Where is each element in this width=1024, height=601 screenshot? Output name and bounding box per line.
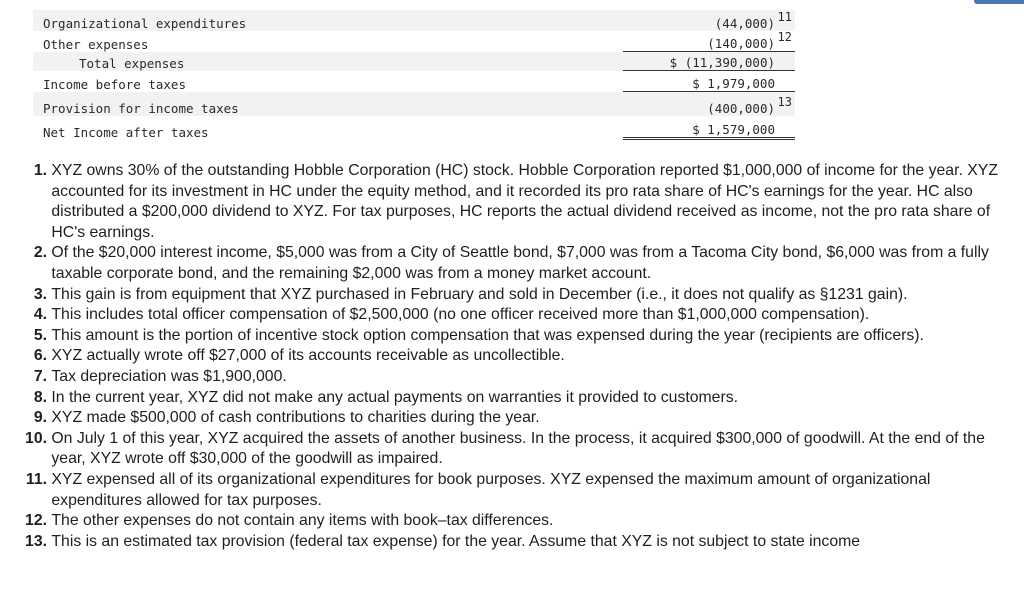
footnotes-list bbox=[18, 161, 1008, 552]
statement-row-label: Organizational expenditures bbox=[43, 16, 247, 31]
statement-row bbox=[33, 92, 795, 116]
footnote-text: This is an estimated tax provision (federal tax expense) for the year. Assume that XYZ is not subject to state income bbox=[51, 532, 861, 550]
statement-row-label: Total expenses bbox=[79, 56, 185, 71]
statement-row-amount bbox=[623, 76, 795, 92]
footnote-item bbox=[18, 388, 1008, 409]
amount-value: $ 1,979,000 bbox=[692, 76, 775, 91]
footnote-text: XYZ made $500,000 of cash contributions to charities during the year. bbox=[51, 409, 540, 427]
footnote-item bbox=[18, 326, 1008, 347]
footnote-number: 3. bbox=[33, 285, 47, 303]
footnote-item bbox=[18, 346, 1008, 367]
footnote-number: 10. bbox=[25, 429, 47, 447]
footnote-number: 9. bbox=[33, 409, 47, 427]
footnote-text: The other expenses do not contain any items with book–tax differences. bbox=[51, 512, 554, 530]
statement-row bbox=[33, 10, 795, 31]
footnote-text: This includes total officer compensation of $2,500,000 (no one officer received more than $1,000,000 compensation). bbox=[51, 306, 870, 324]
footnote-item bbox=[18, 470, 1008, 511]
footnote-item bbox=[18, 243, 1008, 284]
statement-row-amount bbox=[623, 10, 795, 31]
footnote-marker: 11 bbox=[777, 10, 792, 24]
footnote-number: 5. bbox=[33, 326, 47, 344]
footnote-number: 8. bbox=[33, 388, 47, 406]
statement-row-label: Net Income after taxes bbox=[43, 125, 209, 140]
statement-row-label: Income before taxes bbox=[43, 77, 186, 92]
footnote-marker: 12 bbox=[777, 30, 792, 44]
footnote-text: This gain is from equipment that XYZ purchased in February and sold in December (i.e., it does not qualify as §1231 gain). bbox=[51, 285, 908, 303]
amount-value: (400,000) bbox=[707, 101, 775, 116]
footnote-text: This amount is the portion of incentive stock option compensation that was expensed during the year (recipients are officers). bbox=[51, 326, 924, 344]
footnote-number: 4. bbox=[33, 306, 47, 324]
amount-value: $ 1,579,000 bbox=[692, 122, 775, 137]
footnote-text: XYZ actually wrote off $27,000 of its accounts receivable as uncollectible. bbox=[51, 347, 565, 365]
footnote-number: 13. bbox=[25, 532, 47, 550]
amount-value: $ (11,390,000) bbox=[669, 55, 775, 70]
footnote-marker: 13 bbox=[777, 95, 792, 109]
statement-row-label: Other expenses bbox=[43, 37, 149, 52]
footnote-text: In the current year, XYZ did not make any actual payments on warranties it provided to customers. bbox=[51, 388, 739, 406]
footnote-item bbox=[18, 532, 1008, 553]
statement-row-amount bbox=[623, 122, 795, 140]
statement-row bbox=[33, 116, 795, 140]
footnote-number: 12. bbox=[25, 512, 47, 530]
statement-row-amount bbox=[623, 30, 795, 52]
footnote-number: 2. bbox=[33, 244, 47, 262]
statement-row bbox=[33, 52, 795, 71]
footnote-item bbox=[18, 429, 1008, 470]
footnote-text: XYZ expensed all of its organizational expenditures for book purposes. XYZ expensed the maximum amount of organizational expenditures allowed for tax purposes. bbox=[51, 470, 931, 509]
statement-row bbox=[33, 71, 795, 92]
footnote-item bbox=[18, 305, 1008, 326]
footnote-text: On July 1 of this year, XYZ acquired the assets of another business. In the process, it acquired $300,000 of goodwill. At the end of the year, XYZ wrote off $30,000 of the goodwill as impaired. bbox=[51, 429, 985, 468]
statement-row-amount bbox=[623, 95, 795, 116]
footnote-number: 7. bbox=[33, 367, 47, 385]
statement-row-amount bbox=[623, 55, 795, 71]
footnote-item bbox=[18, 408, 1008, 429]
footnote-text: XYZ owns 30% of the outstanding Hobble Corporation (HC) stock. Hobble Corporation reported $1,000,000 of income for the year. XYZ accounted for its investment in HC under the equity method, and it recorded its pro rata share of HC's earnings for the year. HC also distributed a $200,000 dividend to XYZ. For tax purposes, HC reports the actual dividend received as income, not the pro rata share of HC's earnings. bbox=[51, 162, 998, 241]
footnote-item bbox=[18, 285, 1008, 306]
statement-row-label: Provision for income taxes bbox=[43, 101, 239, 116]
amount-value: (44,000) bbox=[714, 16, 775, 31]
footnote-item bbox=[18, 511, 1008, 532]
amount-value: (140,000) bbox=[707, 36, 775, 51]
income-statement-table bbox=[33, 10, 795, 140]
footnote-text: Tax depreciation was $1,900,000. bbox=[51, 367, 287, 385]
footnote-number: 11. bbox=[25, 470, 47, 488]
footnote-item bbox=[18, 161, 1008, 243]
corner-accent bbox=[974, 0, 1024, 4]
footnote-number: 6. bbox=[33, 347, 47, 365]
footnote-item bbox=[18, 367, 1008, 388]
footnote-number: 1. bbox=[33, 162, 47, 179]
footnote-text: Of the $20,000 interest income, $5,000 was from a City of Seattle bond, $7,000 was from a Tacoma City bond, $6,000 was from a fully taxable corporate bond, and the remaining $2,000 was from a money market account. bbox=[51, 244, 989, 282]
statement-row bbox=[33, 31, 795, 52]
